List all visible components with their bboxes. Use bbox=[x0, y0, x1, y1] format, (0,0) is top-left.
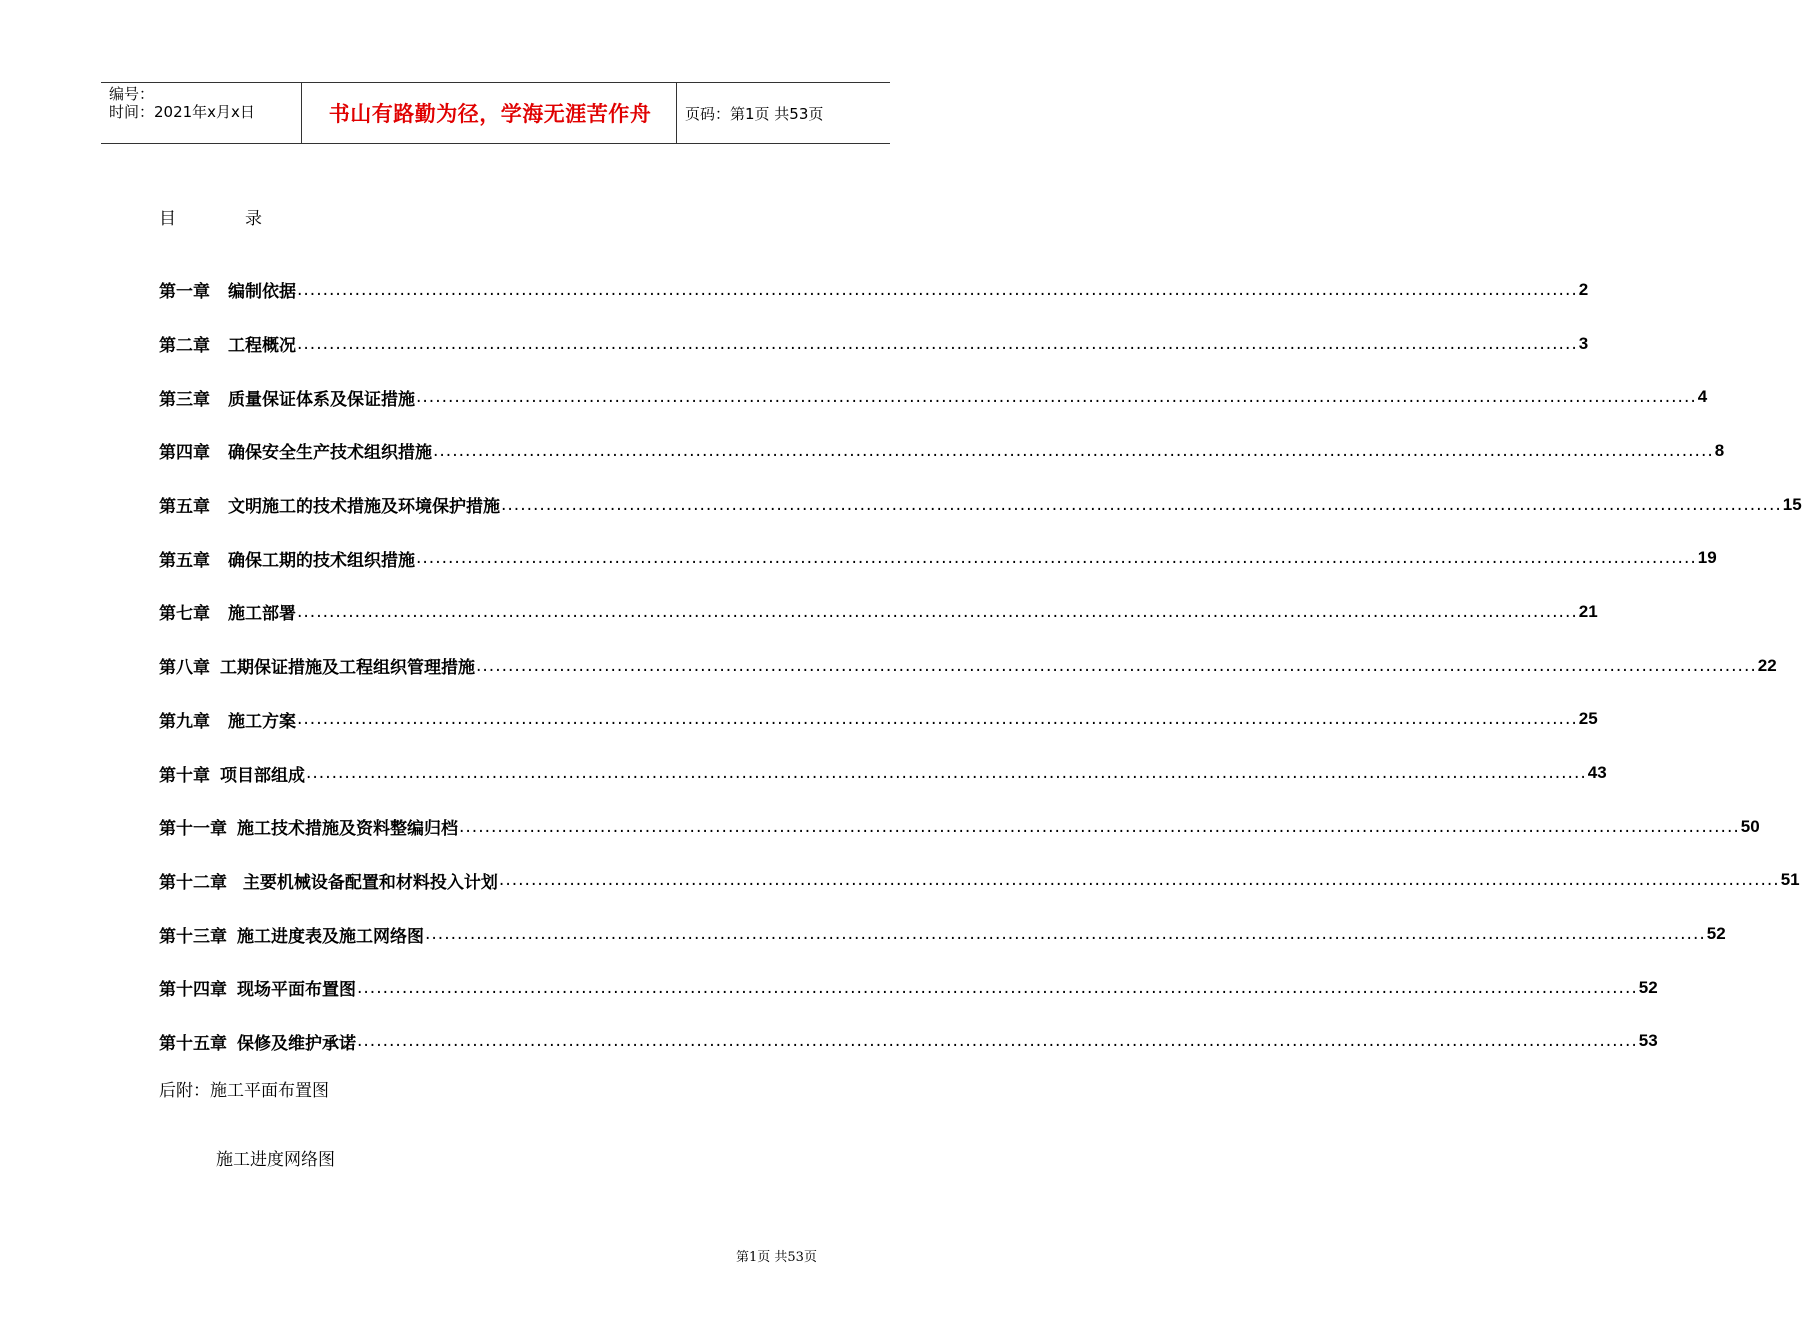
appendix-line-1: 后附：施工平面布置图 bbox=[159, 1081, 329, 1101]
toc-entry-title: 文明施工的技术措施及环境保护措施 bbox=[228, 497, 500, 518]
toc-entry-title: 施工进度表及施工网络图 bbox=[237, 926, 424, 947]
toc-page-number: 4 bbox=[1697, 387, 1708, 407]
toc-entry[interactable] bbox=[159, 854, 1800, 908]
toc-page-number: 52 bbox=[1706, 924, 1726, 944]
toc-chapter: 第五章 bbox=[159, 550, 210, 571]
toc-leader: ........................................................................................................................................................................................................ bbox=[297, 279, 1578, 300]
toc-page-number: 53 bbox=[1638, 1031, 1658, 1051]
toc-page-number: 21 bbox=[1578, 601, 1598, 621]
toc-entry-title: 项目部组成 bbox=[220, 765, 305, 786]
toc-chapter: 第八章 bbox=[159, 658, 210, 679]
table-of-contents bbox=[159, 263, 1802, 1068]
toc-page-number: 22 bbox=[1757, 655, 1777, 675]
header-divider-left bbox=[301, 83, 302, 143]
toc-chapter: 第十二章 bbox=[159, 872, 227, 893]
toc-entry[interactable] bbox=[159, 800, 1760, 854]
toc-leader: ........................................................................................................................................................................................................ bbox=[357, 1031, 1638, 1052]
toc-chapter: 第十五章 bbox=[159, 1033, 227, 1054]
toc-page-number: 51 bbox=[1780, 870, 1800, 890]
toc-chapter: 第四章 bbox=[159, 443, 210, 464]
toc-entry-title: 工期保证措施及工程组织管理措施 bbox=[220, 658, 475, 679]
document-date: 时间：2021年x月x日 bbox=[109, 103, 255, 121]
header-page-code: 页码：第1页 共53页 bbox=[685, 104, 824, 123]
header-motto: 书山有路勤为径，学海无涯苦作舟 bbox=[328, 101, 652, 126]
toc-page-number: 25 bbox=[1578, 709, 1598, 729]
toc-entry-title: 施工部署 bbox=[228, 604, 296, 625]
toc-title-right: 录 bbox=[245, 209, 262, 229]
toc-chapter: 第七章 bbox=[159, 604, 210, 625]
toc-entry-title: 确保安全生产技术组织措施 bbox=[228, 443, 432, 464]
toc-leader: ........................................................................................................................................................................................................ bbox=[297, 333, 1578, 354]
toc-page-number: 3 bbox=[1578, 333, 1589, 353]
toc-page-number: 15 bbox=[1782, 494, 1802, 514]
toc-page-number: 50 bbox=[1740, 816, 1760, 836]
toc-leader: ........................................................................................................................................................................................................ bbox=[498, 870, 1780, 891]
header-meta bbox=[109, 85, 255, 121]
toc-leader: ........................................................................................................................................................................................................ bbox=[501, 494, 1782, 515]
toc-leader: ........................................................................................................................................................................................................ bbox=[459, 816, 1740, 837]
toc-leader: ........................................................................................................................................................................................................ bbox=[416, 387, 1697, 408]
toc-entry-title: 施工方案 bbox=[228, 711, 296, 732]
toc-entry-title: 现场平面布置图 bbox=[237, 980, 356, 1001]
toc-chapter: 第十一章 bbox=[159, 819, 227, 840]
toc-entry[interactable] bbox=[159, 639, 1777, 693]
toc-page-number: 2 bbox=[1578, 279, 1589, 299]
toc-chapter: 第十四章 bbox=[159, 980, 227, 1001]
toc-entry-title: 工程概况 bbox=[228, 336, 296, 357]
toc-chapter: 第五章 bbox=[159, 497, 210, 518]
document-number-label: 编号： bbox=[109, 85, 155, 103]
appendix-line-2: 施工进度网络图 bbox=[216, 1150, 335, 1170]
toc-chapter: 第十三章 bbox=[159, 926, 227, 947]
toc-leader: ........................................................................................................................................................................................................ bbox=[425, 924, 1706, 945]
toc-entry[interactable] bbox=[159, 478, 1802, 532]
toc-entry-title: 质量保证体系及保证措施 bbox=[228, 389, 415, 410]
toc-chapter: 第十章 bbox=[159, 765, 210, 786]
toc-entry-title: 编制依据 bbox=[228, 282, 296, 303]
toc-entry-title: 施工技术措施及资料整编归档 bbox=[237, 819, 458, 840]
toc-entry[interactable] bbox=[159, 746, 1607, 800]
toc-leader: ........................................................................................................................................................................................................ bbox=[476, 655, 1757, 676]
toc-chapter: 第二章 bbox=[159, 336, 210, 357]
toc-entry-title: 确保工期的技术组织措施 bbox=[228, 550, 415, 571]
toc-entry[interactable] bbox=[159, 585, 1598, 639]
header-divider-right bbox=[676, 83, 677, 143]
page-footer: 第1页 共53页 bbox=[736, 1250, 817, 1265]
toc-title bbox=[159, 204, 262, 229]
toc-entry[interactable] bbox=[159, 961, 1658, 1015]
toc-leader: ........................................................................................................................................................................................................ bbox=[357, 977, 1638, 998]
toc-entry[interactable] bbox=[159, 370, 1708, 424]
toc-entry[interactable] bbox=[159, 907, 1726, 961]
toc-chapter: 第一章 bbox=[159, 282, 210, 303]
toc-entry[interactable] bbox=[159, 263, 1589, 317]
toc-title-left: 目 bbox=[159, 209, 176, 229]
toc-page-number: 43 bbox=[1587, 763, 1607, 783]
toc-page-number: 19 bbox=[1697, 548, 1717, 568]
toc-entry[interactable] bbox=[159, 531, 1717, 585]
toc-leader: ........................................................................................................................................................................................................ bbox=[306, 763, 1587, 784]
toc-page-number: 8 bbox=[1714, 440, 1725, 460]
toc-entry-title: 保修及维护承诺 bbox=[237, 1033, 356, 1054]
toc-entry[interactable] bbox=[159, 424, 1725, 478]
toc-entry[interactable] bbox=[159, 693, 1598, 747]
toc-leader: ........................................................................................................................................................................................................ bbox=[433, 440, 1714, 461]
toc-page-number: 52 bbox=[1638, 977, 1658, 997]
toc-entry[interactable] bbox=[159, 1015, 1658, 1069]
toc-entry-title: 主要机械设备配置和材料投入计划 bbox=[237, 872, 498, 893]
toc-leader: ........................................................................................................................................................................................................ bbox=[416, 548, 1697, 569]
toc-entry[interactable] bbox=[159, 317, 1589, 371]
toc-leader: ........................................................................................................................................................................................................ bbox=[297, 601, 1578, 622]
toc-leader: ........................................................................................................................................................................................................ bbox=[297, 709, 1578, 730]
toc-chapter: 第三章 bbox=[159, 389, 210, 410]
toc-chapter: 第九章 bbox=[159, 711, 210, 732]
page-header bbox=[101, 82, 890, 144]
